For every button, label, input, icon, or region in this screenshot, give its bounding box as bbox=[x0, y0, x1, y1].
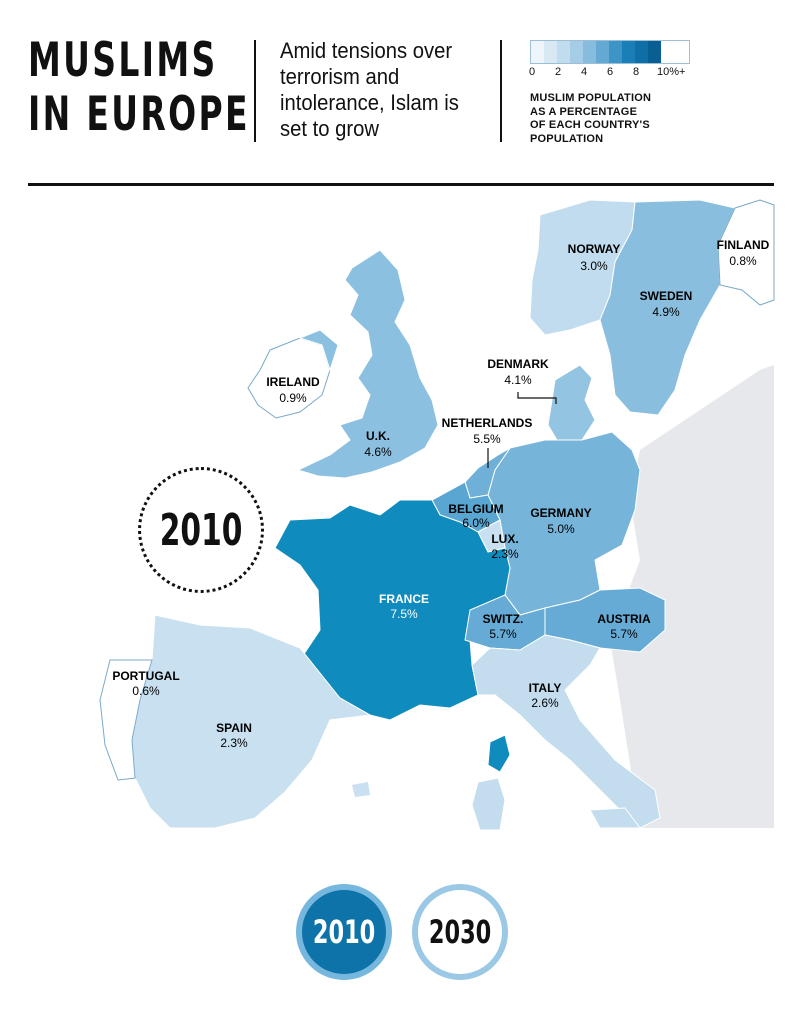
label-denmark: DENMARK bbox=[487, 357, 549, 371]
value-sweden: 4.9% bbox=[652, 305, 680, 319]
legend-swatch bbox=[609, 41, 622, 63]
year-2010-button[interactable] bbox=[296, 884, 392, 980]
title-line-1: MUSLIMS bbox=[28, 33, 218, 88]
page-title bbox=[28, 34, 250, 142]
label-norway: NORWAY bbox=[567, 242, 621, 256]
label-luxembourg: LUX. bbox=[491, 532, 519, 546]
legend-swatch bbox=[648, 41, 661, 63]
year-2030-button[interactable] bbox=[412, 884, 508, 980]
value-portugal: 0.6% bbox=[132, 684, 160, 698]
legend-ticks bbox=[530, 64, 690, 78]
legend-tick: 2 bbox=[555, 66, 562, 78]
legend-tick: 6 bbox=[607, 66, 614, 78]
label-germany: GERMANY bbox=[530, 506, 592, 520]
label-ireland: IRELAND bbox=[266, 375, 320, 389]
legend-color-scale bbox=[530, 40, 690, 64]
label-sweden: SWEDEN bbox=[639, 289, 693, 303]
value-norway: 3.0% bbox=[580, 259, 608, 273]
legend-caption-line: OF EACH COUNTRY'S bbox=[530, 119, 650, 131]
year-2030-label: 2030 bbox=[428, 913, 492, 951]
value-germany: 5.0% bbox=[547, 522, 575, 536]
legend-tick: 0 bbox=[529, 66, 536, 78]
legend-swatch bbox=[557, 41, 570, 63]
subtitle: Amid tensions over terrorism and intolerance, Islam is set to grow bbox=[280, 38, 459, 141]
legend-swatch bbox=[544, 41, 557, 63]
label-spain: SPAIN bbox=[216, 721, 252, 735]
legend-swatch bbox=[583, 41, 596, 63]
corsica[interactable] bbox=[488, 735, 510, 772]
value-netherlands: 5.5% bbox=[473, 432, 501, 446]
legend-swatch bbox=[570, 41, 583, 63]
legend-tick: 10%+ bbox=[657, 66, 686, 78]
value-france: 7.5% bbox=[390, 607, 418, 621]
balearic-islands bbox=[352, 782, 370, 797]
legend-swatch bbox=[596, 41, 609, 63]
label-austria: AUSTRIA bbox=[597, 612, 651, 626]
legend-caption-line: MUSLIM POPULATION bbox=[530, 92, 652, 104]
label-portugal: PORTUGAL bbox=[112, 669, 180, 683]
label-uk: U.K. bbox=[366, 429, 390, 443]
value-finland: 0.8% bbox=[729, 254, 757, 268]
legend-swatch bbox=[531, 41, 544, 63]
value-italy: 2.6% bbox=[531, 696, 559, 710]
value-switzerland: 5.7% bbox=[489, 627, 517, 641]
legend-swatch bbox=[635, 41, 648, 63]
legend-tick: 8 bbox=[633, 66, 640, 78]
label-belgium: BELGIUM bbox=[448, 502, 504, 516]
label-switzerland: SWITZ. bbox=[482, 612, 524, 626]
year-badge-label: 2010 bbox=[159, 504, 243, 556]
value-denmark: 4.1% bbox=[504, 373, 532, 387]
legend-caption-line: POPULATION bbox=[530, 132, 604, 145]
title-line-2: IN EUROPE bbox=[28, 87, 250, 142]
legend-swatch bbox=[622, 41, 635, 63]
denmark-leader-line bbox=[518, 392, 556, 404]
header-rule bbox=[28, 183, 774, 186]
legend-caption bbox=[530, 92, 690, 146]
sardinia[interactable] bbox=[472, 778, 505, 830]
label-netherlands: NETHERLANDS bbox=[441, 416, 533, 430]
label-finland: FINLAND bbox=[716, 238, 770, 252]
color-legend bbox=[529, 40, 690, 145]
legend-caption-line: AS A PERCENTAGE bbox=[530, 105, 638, 118]
header-divider-left bbox=[254, 40, 256, 142]
country-denmark[interactable] bbox=[548, 365, 595, 445]
header-divider-right bbox=[500, 40, 502, 142]
value-ireland: 0.9% bbox=[279, 391, 307, 405]
label-italy: ITALY bbox=[528, 681, 562, 695]
value-belgium: 6.0% bbox=[462, 516, 490, 530]
value-uk: 4.6% bbox=[364, 445, 392, 459]
value-luxembourg: 2.3% bbox=[491, 547, 519, 561]
year-2010-label: 2010 bbox=[312, 913, 376, 951]
value-spain: 2.3% bbox=[220, 736, 248, 750]
label-france: FRANCE bbox=[379, 592, 429, 606]
value-austria: 5.7% bbox=[610, 627, 638, 641]
year-badge bbox=[138, 467, 264, 593]
europe-map bbox=[0, 190, 802, 840]
legend-tick: 4 bbox=[581, 66, 588, 78]
